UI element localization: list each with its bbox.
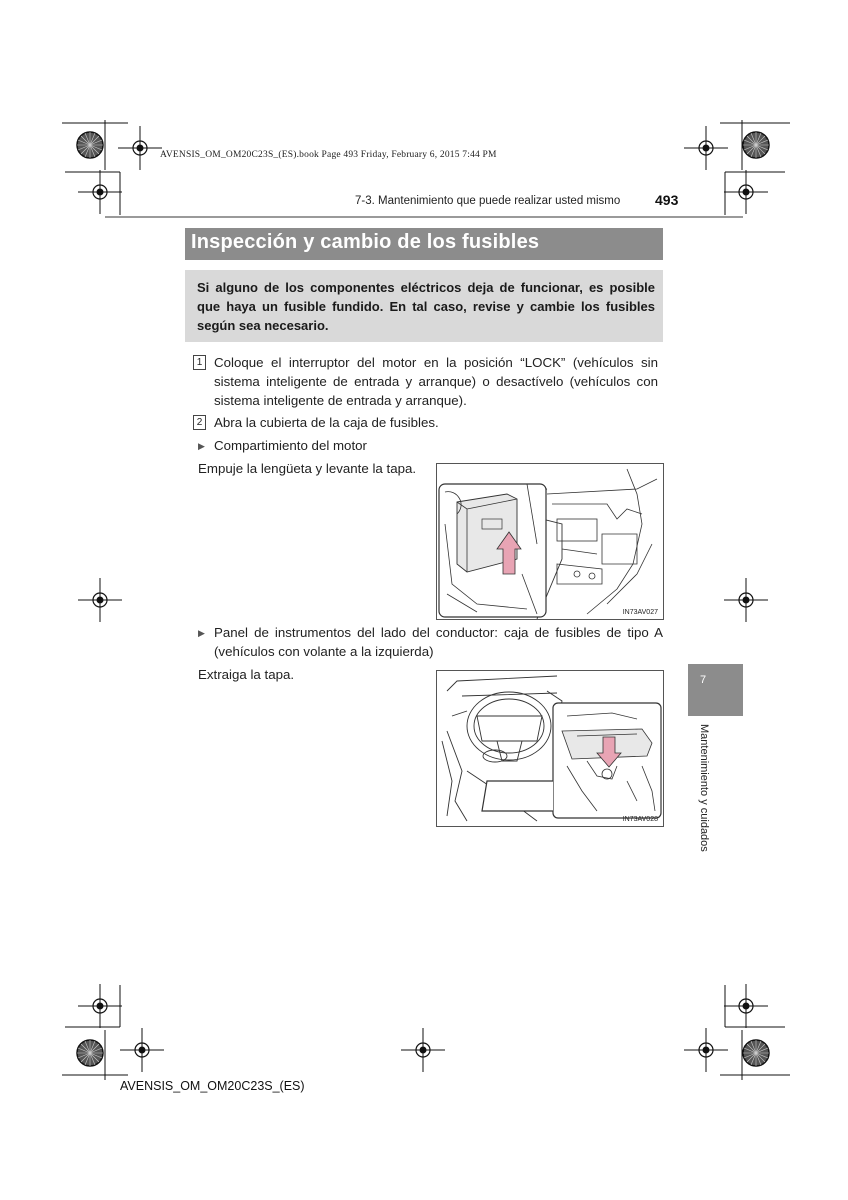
step-text: Coloque el interruptor del motor en la posición “LOCK” (vehículos sin sistema inteligente de entrada y arranque) o desactívelo (vehículos con sistema inteligente de entrada y arranque).: [214, 355, 658, 408]
instruction-text: Extraiga la tapa.: [198, 667, 295, 682]
section-reference: 7-3. Mantenimiento que puede realizar usted mismo: [355, 195, 621, 207]
step-text: Abra la cubierta de la caja de fusibles.: [214, 415, 439, 430]
bullet-engine-compartment: [198, 436, 367, 456]
instruction-text: Empuje la lengüeta y levante la tapa.: [198, 461, 417, 476]
bullet-triangle-icon: ▶: [198, 628, 205, 638]
chapter-tab: [688, 664, 743, 716]
step-1: [193, 353, 658, 408]
page-title: Inspección y cambio de los fusibles: [191, 231, 540, 253]
step-number: 2: [193, 415, 206, 430]
page-number: 493: [655, 192, 679, 208]
title-bar: [185, 228, 663, 260]
book-info: AVENSIS_OM_OM20C23S_(ES).book Page 493 Friday, February 6, 2015 7:44 PM: [160, 150, 497, 160]
bullet-text: Compartimiento del motor: [214, 438, 367, 453]
step-2: [193, 413, 439, 432]
intro-text: Si alguno de los componentes eléctricos deja de funcionar, es posible que haya un fusible fundido. En tal caso, revise y cambie los fusibles según sea necesario.: [197, 280, 655, 333]
intro-box: [185, 270, 663, 342]
figure-code: IN73AV028: [622, 816, 658, 823]
bullet-triangle-icon: ▶: [198, 441, 205, 451]
engine-fuse-box-illustration: [437, 464, 663, 619]
chapter-label: Mantenimiento y cuidados: [698, 724, 710, 852]
figure-code: IN73AV027: [622, 609, 658, 616]
figure-engine-compartment: [436, 463, 664, 620]
figure-instrument-panel: [436, 670, 664, 827]
step-number: 1: [193, 355, 206, 370]
bullet-text: Panel de instrumentos del lado del conductor: caja de fusibles de tipo A (vehículos con volante a la izquierda): [214, 625, 663, 659]
bullet-instrument-panel: [198, 623, 663, 659]
footer: AVENSIS_OM_OM20C23S_(ES): [120, 1079, 305, 1093]
chapter-number: 7: [700, 674, 707, 686]
header-rule: [105, 216, 743, 218]
instrument-panel-illustration: [437, 671, 663, 826]
